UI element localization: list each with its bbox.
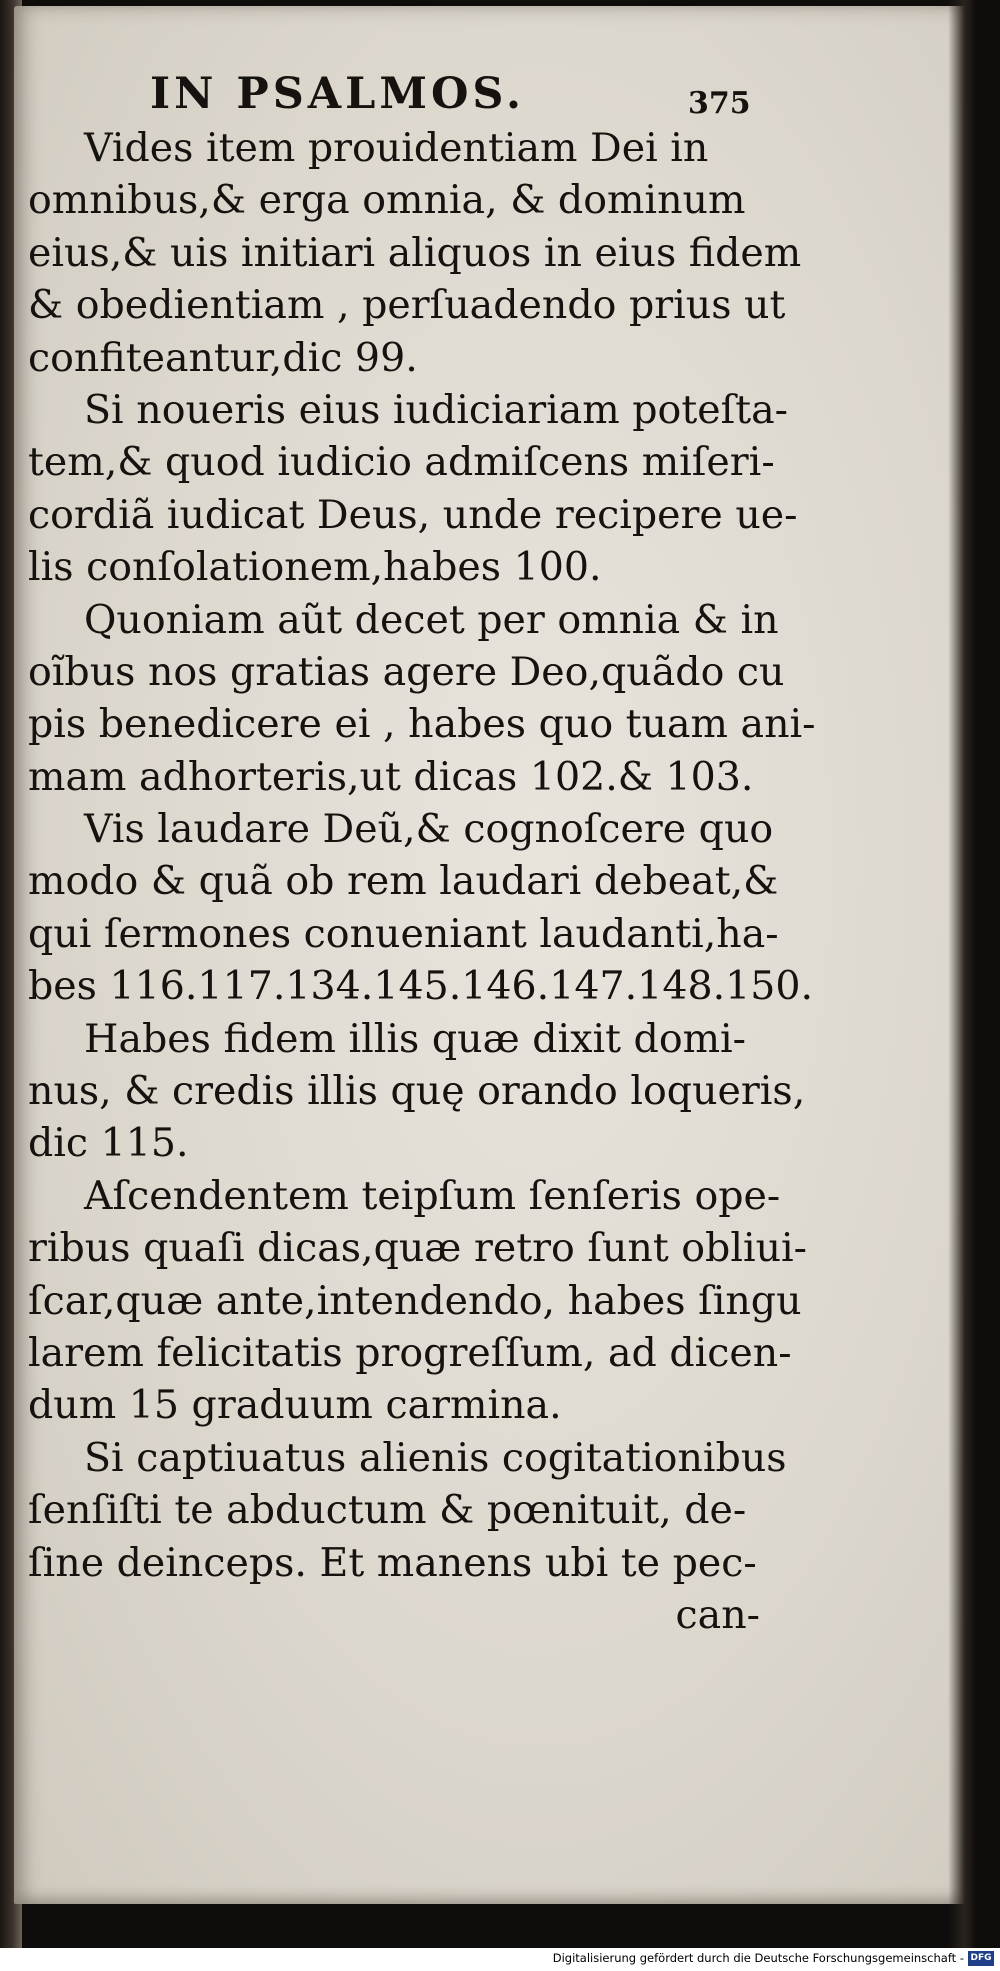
dfg-logo: DFG: [968, 1951, 994, 1966]
text-line: Si noueris eius iudiciariam poteſta-: [84, 386, 788, 433]
page-edge-shadow: [948, 0, 976, 1948]
page-header: [28, 62, 768, 122]
text-line: Vis laudare Deũ,& cognoſcere quo: [84, 806, 774, 853]
text-line: nus, & credis illis quę orando loqueris,: [28, 1068, 806, 1115]
running-title: IN PSALMOS.: [150, 69, 525, 119]
text-line: Habes fidem illis quæ dixit domi-: [84, 1015, 747, 1062]
text-line: confiteantur,dic 99.: [28, 334, 418, 381]
text-line: & obedientiam , perſuadendo prius ut: [28, 282, 786, 329]
text-line: Si captiuatus alienis cogitationibus: [84, 1434, 787, 1481]
text-line: tem,& quod iudicio admiſcens miſeri-: [28, 439, 775, 486]
text-line: dic 115.: [28, 1120, 189, 1167]
text-line: mam adhorteris,ut dicas 102.& 103.: [28, 753, 754, 800]
text-line: omnibus,& erga omnia, & dominum: [28, 177, 746, 224]
funding-notice: Digitalisierung gefördert durch die Deutsche Forschungsgemeinschaft -: [552, 1951, 964, 1965]
text-line: ſcar,quæ ante,intendendo, habes ſingu: [28, 1277, 802, 1324]
text-line: cordiã iudicat Deus, unde recipere ue-: [28, 491, 798, 538]
text-block: [28, 62, 816, 1641]
text-line: ſine deinceps. Et manens ubi te pec-: [28, 1539, 757, 1586]
text-line: qui ſermones conueniant laudanti,ha-: [28, 910, 779, 957]
text-line: larem felicitatis progreſſum, ad dicen-: [28, 1329, 792, 1376]
text-line: oĩbus nos gratias agere Deo,quãdo cu: [28, 648, 785, 695]
text-line: bes 116.117.134.145.146.147.148.150.: [28, 963, 814, 1010]
text-line: eius,& uis initiari aliquos in eius fidem: [28, 229, 802, 276]
text-line: Quoniam aũt decet per omnia & in: [84, 596, 779, 643]
text-line: modo & quã ob rem laudari debeat,&: [28, 858, 779, 905]
text-line: ribus quaſi dicas,quæ retro ſunt obliui-: [28, 1225, 808, 1272]
text-line: Aſcendentem teipſum ſenſeris ope-: [84, 1172, 781, 1219]
catchword: can-: [675, 1591, 760, 1638]
text-line: lis conſolationem,habes 100.: [28, 544, 602, 591]
footer-bar: [0, 1948, 1000, 1971]
text-line: dum 15 graduum carmina.: [28, 1382, 562, 1429]
text-line: ſenſiſti te abductum & pœnituit, de-: [28, 1487, 747, 1534]
page-number: 375: [688, 86, 751, 121]
text-line: Vides item prouidentiam Dei in: [84, 125, 709, 171]
text-line: pis benedicere ei , habes quo tuam ani-: [28, 701, 816, 748]
